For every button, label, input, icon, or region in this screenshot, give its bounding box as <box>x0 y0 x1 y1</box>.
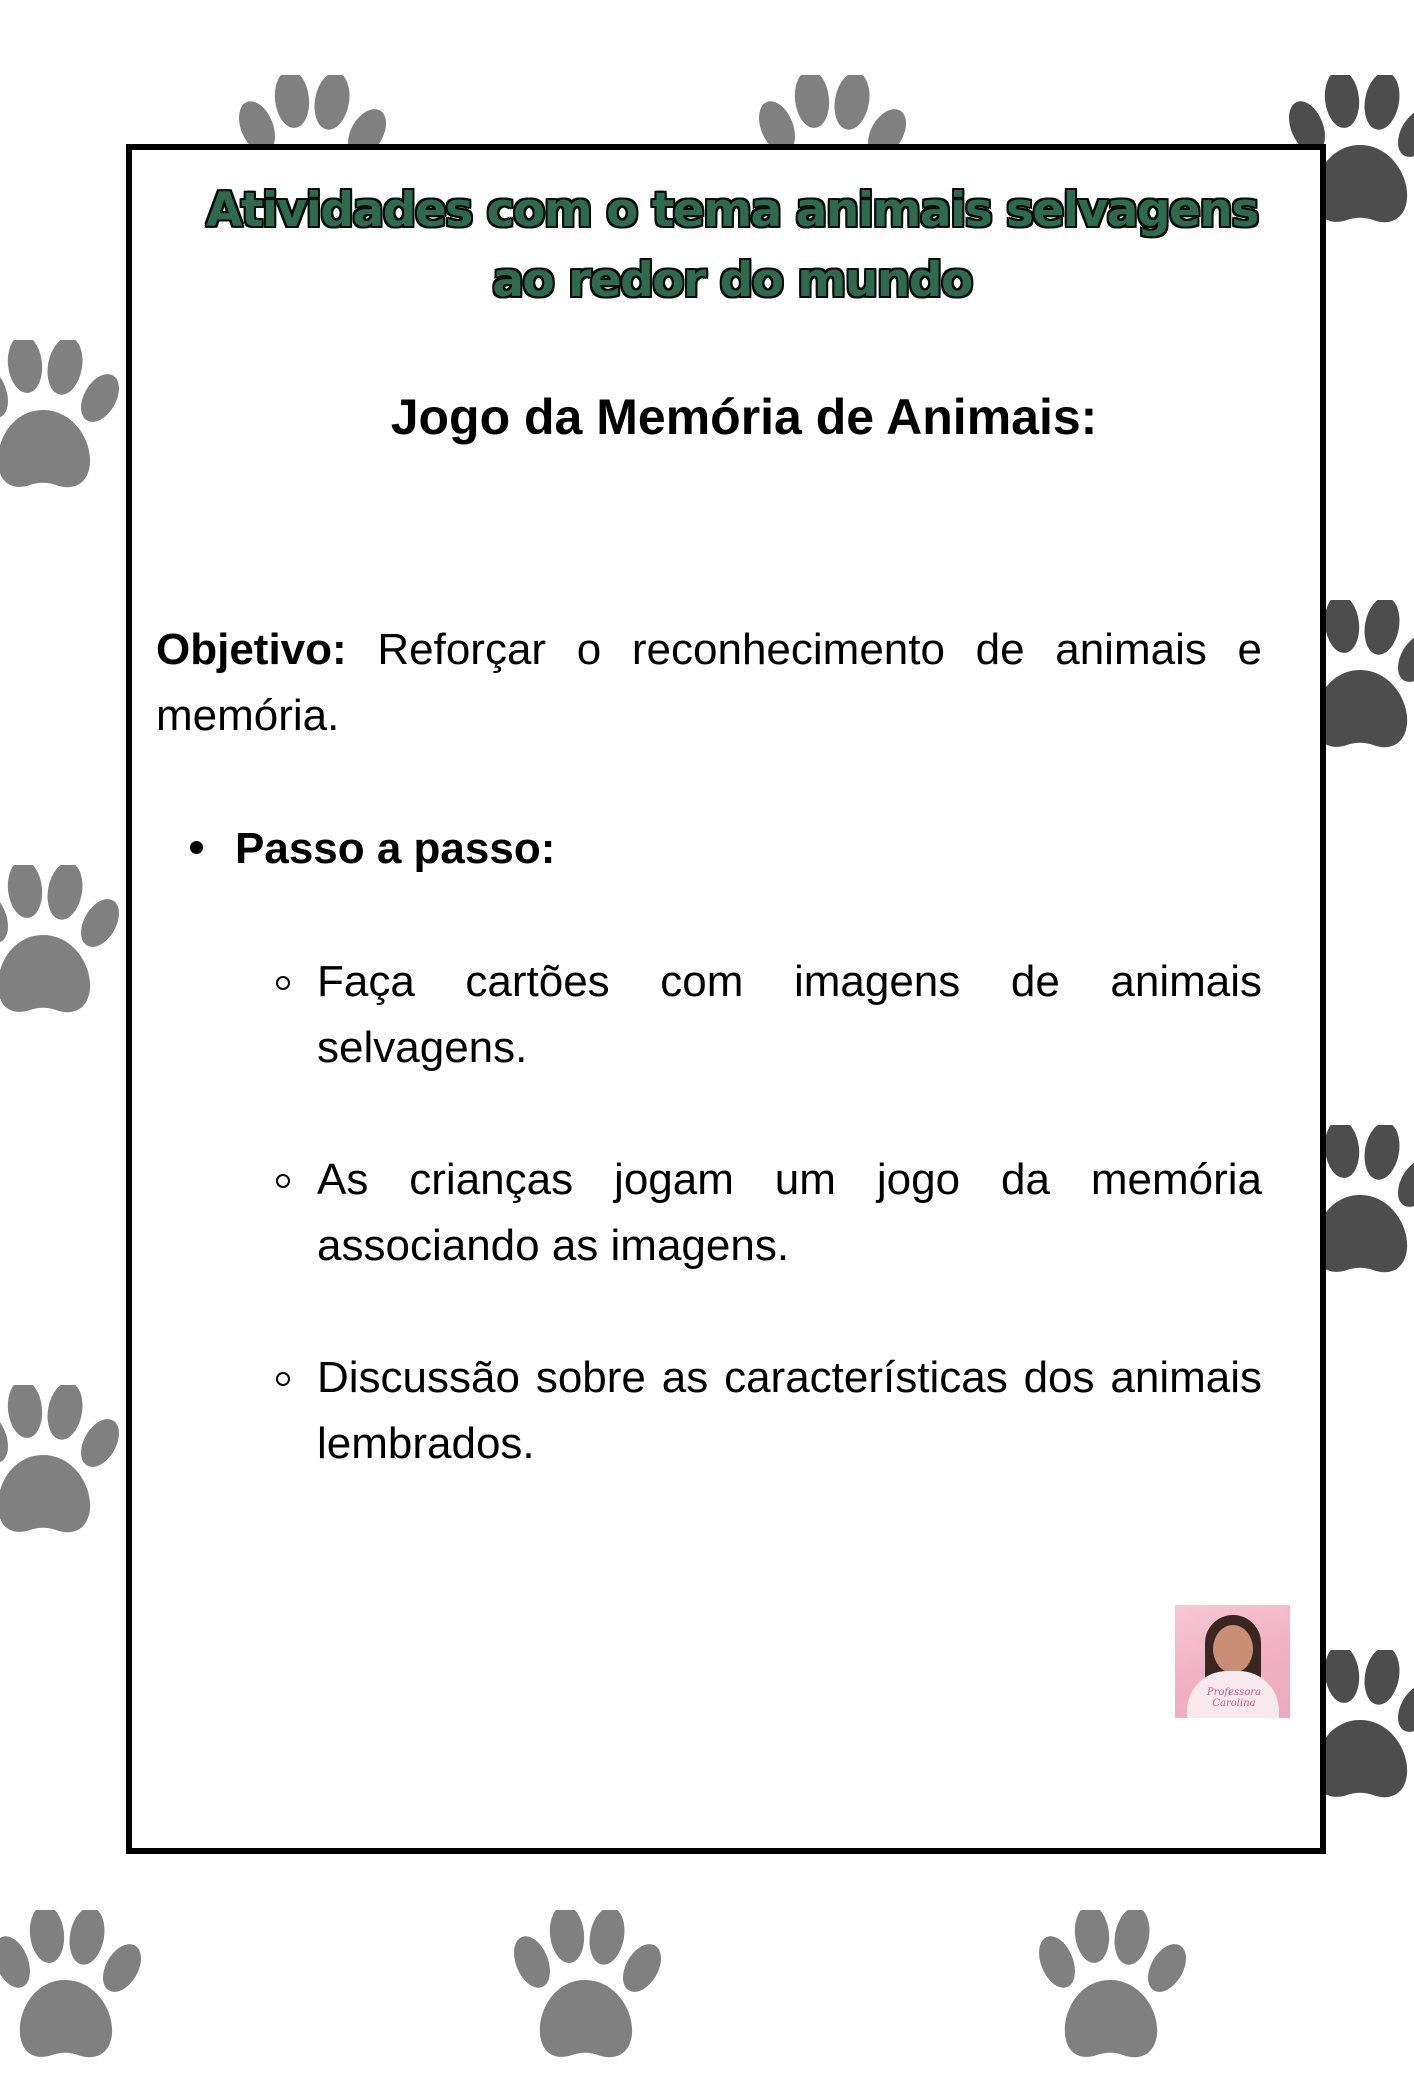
circle-bullet-icon <box>276 1174 290 1188</box>
objective-text: Reforçar o reconhecimento de animais e memória. <box>156 625 1262 740</box>
bullet-dot-icon <box>190 841 203 854</box>
paw-print-icon <box>0 1910 150 2080</box>
paw-print-icon <box>0 865 128 1035</box>
paw-print-icon <box>500 1910 670 2080</box>
circle-bullet-icon <box>276 1372 290 1386</box>
paw-print-icon <box>1025 1910 1195 2080</box>
step-item: As crianças jogam um jogo da memória associando as imagens. <box>317 1155 1262 1270</box>
paw-print-icon <box>0 1385 128 1555</box>
paw-print-icon <box>0 340 128 510</box>
step-item: Discussão sobre as características dos animais lembrados. <box>317 1353 1262 1468</box>
author-photo <box>1175 1605 1290 1718</box>
objective-paragraph <box>156 617 1262 749</box>
activity-title: Jogo da Memória de Animais: <box>390 389 1098 445</box>
document-title-text: Atividades com o tema animais selvagens ao redor do mundo <box>206 183 1258 308</box>
steps-heading <box>190 816 555 882</box>
circle-bullet-icon <box>276 976 290 990</box>
steps-heading-text: Passo a passo: <box>235 824 556 873</box>
document-title <box>0 176 1414 316</box>
objective-label: Objetivo: <box>156 625 347 674</box>
author-photo-shirt-text: Professora Carolina <box>1206 1687 1262 1709</box>
step-item: Faça cartões com imagens de animais selvagens. <box>317 957 1262 1072</box>
